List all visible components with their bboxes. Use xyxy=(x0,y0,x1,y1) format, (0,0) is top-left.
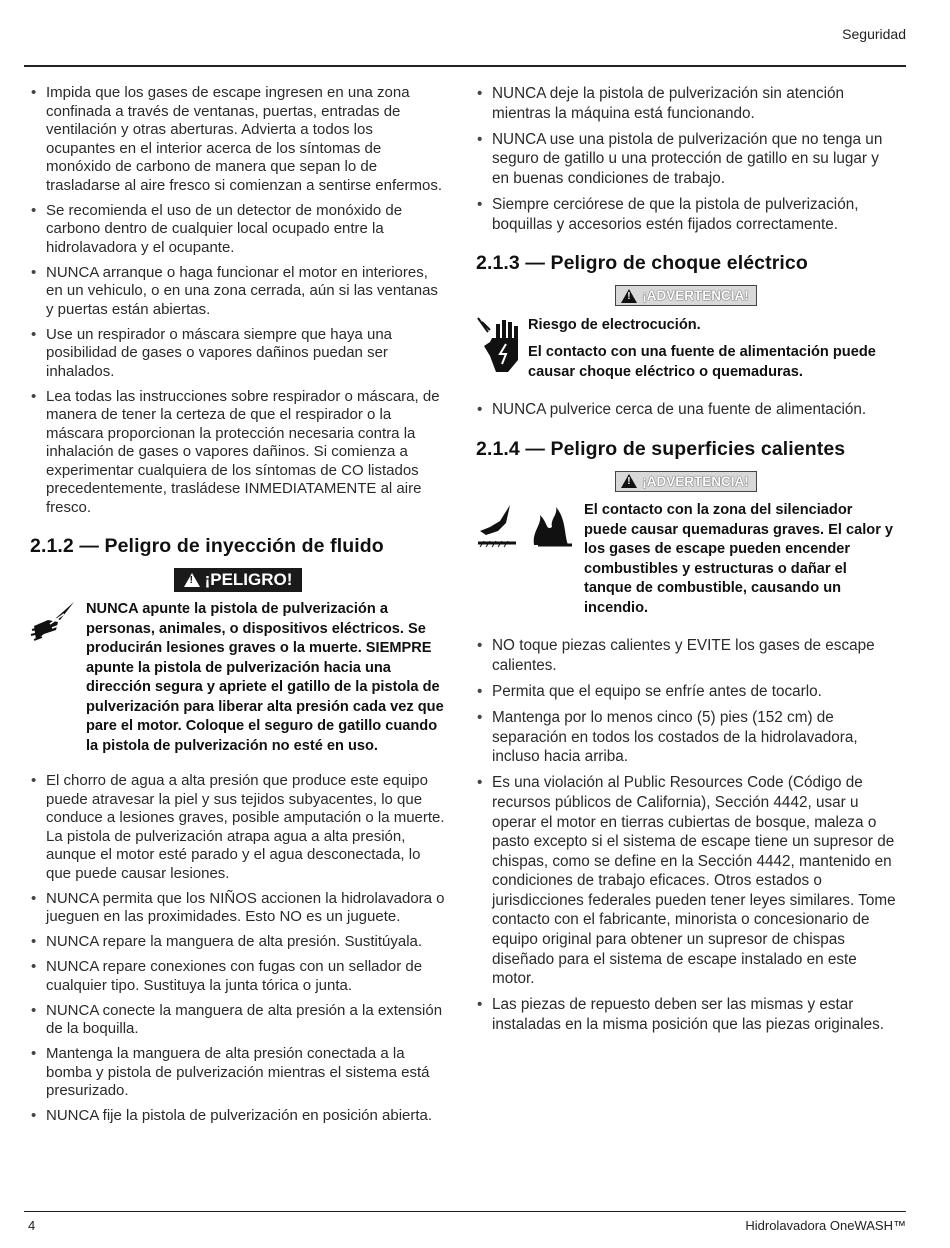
fluid-injection-hazard xyxy=(30,600,446,764)
hot-surface-warning-text: El contacto con la zona del silenciador puede causar quemaduras graves. El calor y los gases de escape pueden encender combustibles y estructuras o dañar el tanque de combustible, causando un incendio. xyxy=(584,502,894,616)
danger-signal-wrap xyxy=(30,568,446,592)
section-heading-hot-surfaces: 2.1.4 — Peligro de superficies calientes xyxy=(476,437,846,460)
warning-triangle-icon: ! xyxy=(184,573,200,587)
electric-warning-line-2: El contacto con una fuente de alimentación puede causar choque eléctrico o quemaduras. xyxy=(528,344,876,380)
danger-signal-label: ¡PELIGRO! xyxy=(204,570,293,589)
hot-surface-bullet-list xyxy=(476,636,896,1034)
list-item: • NUNCA repare conexiones con fugas con un sellador de cualquier tipo. Sustituya la junta tórica o junta. xyxy=(30,958,446,995)
list-item: • NUNCA arranque o haga funcionar el motor en interiores, en un vehiculo, o en una zona cerrada, aún si las ventanas y puertas están abiertas. xyxy=(30,264,446,320)
left-top-bullet-list xyxy=(30,84,446,517)
right-column xyxy=(476,84,896,1041)
page-number: 4 xyxy=(28,1218,36,1233)
warning-triangle-icon: ! xyxy=(621,474,637,488)
footer-product-title: Hidrolavadora OneWASH™ xyxy=(745,1218,906,1233)
list-item: • Lea todas las instrucciones sobre respirador o máscara, de manera de tener la certeza de que el respirador o la máscara proporcionan la protección necesaria contra la inhalación de gases o vapores dañinos. Si comienza a experimentar cualquiera de los síntomas de CO listados precedentemente, trasládese INMEDIATAMENTE al aire fresco. xyxy=(30,388,446,518)
header-rule xyxy=(24,65,906,67)
electric-warning-signal-label: ¡ADVERTENCIA! xyxy=(642,288,749,304)
electric-warning-line-1: Riesgo de electrocución. xyxy=(528,316,701,333)
fluid-injection-warning-text: NUNCA apunte la pistola de pulverización a personas, animales, o dispositivos eléctricos. Se producirán lesiones graves o la muerte. SIEMPRE apunte la pistola de pulverización hacia una dirección segura y apriete el gatillo de la pistola de pulverización para liberar alta presión cada vez que pare el motor. Coloque el seguro de gatillo cuando la pistola de pulverización no esté en uso. xyxy=(86,601,444,754)
electric-shock-hand-icon xyxy=(476,316,520,378)
hot-surface-warning-signal-wrap xyxy=(476,471,896,494)
electric-shock-hazard xyxy=(476,316,896,391)
list-item: • NUNCA fije la pistola de pulverización en posición abierta. xyxy=(30,1107,446,1126)
list-item: • Permita que el equipo se enfríe antes de tocarlo. xyxy=(476,682,896,702)
list-item: • NUNCA deje la pistola de pulverización sin atención mientras la máquina está funcionando. xyxy=(476,84,896,123)
warning-triangle-icon: ! xyxy=(621,289,637,303)
list-item: • Impida que los gases de escape ingresen en una zona confinada a través de ventanas, puertas, entradas de ventilación y otras aberturas. Advierta a todos los ocupantes en el interior acerca de los síntomas de monóxido de carbono de manera que sepan lo de trasladarse al aire fresco si comienzan a sentirse enfermos. xyxy=(30,84,446,195)
right-top-bullet-list xyxy=(476,84,896,234)
running-header: Seguridad xyxy=(842,26,906,42)
fluid-injection-hand-icon xyxy=(30,600,78,646)
list-item: • El chorro de agua a alta presión que produce este equipo puede atravesar la piel y sus tejidos subyacentes, lo que conduce a lesiones graves, posible amputación o la muerte. La pistola de pulverización atrapa agua a alta presión, aunque el motor esté parado y el agua desconectada, lo que puede causar lesiones. xyxy=(30,772,446,883)
section-heading-fluid-injection: 2.1.2 — Peligro de inyección de fluido xyxy=(30,535,384,557)
danger-signal-word xyxy=(174,568,303,592)
list-item: • Use un respirador o máscara siempre que haya una posibilidad de gases o vapores dañinos puedan ser inhalados. xyxy=(30,326,446,382)
hot-surface-warning-signal-word xyxy=(615,471,757,492)
hot-surface-warning-signal-label: ¡ADVERTENCIA! xyxy=(642,473,749,489)
list-item: • Siempre cerciórese de que la pistola de pulverización, boquillas y accesorios estén fijados correctamente. xyxy=(476,195,896,234)
list-item: • Mantenga por lo menos cinco (5) pies (152 cm) de separación en todos los costados de la hidrolavadora, incluso hacia arriba. xyxy=(476,708,896,767)
section-heading-electric-shock: 2.1.3 — Peligro de choque eléctrico xyxy=(476,252,808,275)
hot-surface-hazard xyxy=(476,501,896,626)
list-item: • Las piezas de repuesto deben ser las mismas y estar instaladas en la misma posición que las piezas originales. xyxy=(476,995,896,1034)
left-column xyxy=(30,84,446,1132)
electric-warning-signal-wrap xyxy=(476,285,896,308)
list-item: • NUNCA pulverice cerca de una fuente de alimentación. xyxy=(476,400,896,420)
list-item: • Mantenga la manguera de alta presión conectada a la bomba y pistola de pulverización mientras el sistema está presurizado. xyxy=(30,1045,446,1101)
list-item: • Es una violación al Public Resources Code (Código de recursos públicos de California), Sección 4442, usar u operar el motor en tierras cubiertas de bosque, maleza o pasto excepto si el sistema de escape tiene un supresor de chispas, como se define en la Sección 4442, mantenido en condiciones de trabajo eficaces. Otros estados o jurisdicciones federales pueden tener leyes similares. Tome contacto con el fabricante, minorista o concesionario de equipo original para obtener un supresor de chispas diseñado para el sistema de escape instalado en este motor. xyxy=(476,773,896,989)
list-item: • NUNCA use una pistola de pulverización que no tenga un seguro de gatillo u una protección de gatillo en su lugar y en buenas condiciones de trabajo. xyxy=(476,130,896,189)
footer-rule xyxy=(24,1211,906,1212)
list-item: • NUNCA permita que los NIÑOS accionen la hidrolavadora o jueguen en las proximidades. Esto NO es un juguete. xyxy=(30,890,446,927)
electric-shock-bullet-list xyxy=(476,400,896,420)
list-item: • NO toque piezas calientes y EVITE los gases de escape calientes. xyxy=(476,636,896,675)
list-item: • NUNCA conecte la manguera de alta presión a la extensión de la boquilla. xyxy=(30,1002,446,1039)
fluid-injection-bullet-list xyxy=(30,772,446,1126)
list-item: • NUNCA repare la manguera de alta presión. Sustitúyala. xyxy=(30,933,446,952)
list-item: • Se recomienda el uso de un detector de monóxido de carbono dentro de cualquier local ocupado entre la hidrolavadora y el ocupante. xyxy=(30,202,446,258)
hot-surface-burn-icon xyxy=(476,501,576,557)
electric-warning-signal-word xyxy=(615,285,757,306)
